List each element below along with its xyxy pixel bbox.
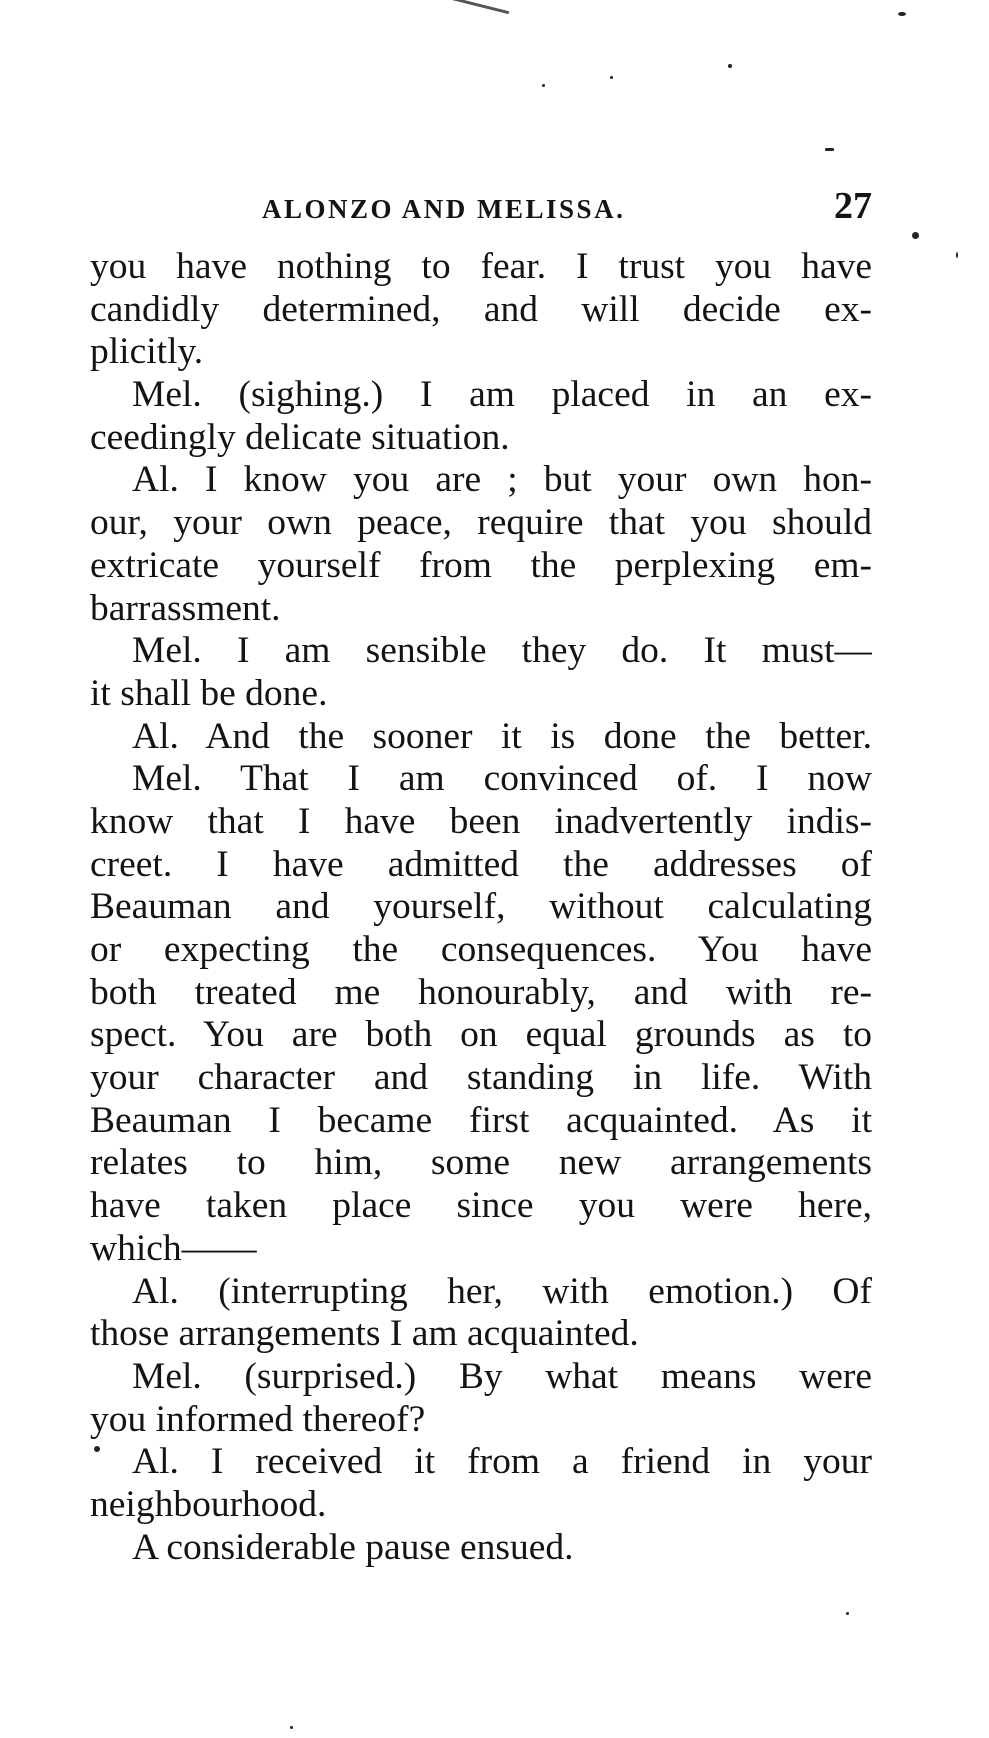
text-line: Beauman I became first acquainted. As it [90,1099,872,1141]
text-line: both treated me honourably, and with re- [90,971,872,1013]
scan-speck [846,1612,849,1615]
running-title: ALONZO AND MELISSA. [262,194,626,224]
body-text [90,246,872,1569]
scan-speck [825,148,834,151]
page-number: 27 [834,185,872,227]
text-line: Mel. (surprised.) By what means were [132,1355,872,1397]
text-line: you informed thereof? [90,1398,426,1440]
text-line: it shall be done. [90,672,328,714]
scan-speck [542,84,545,87]
text-line: extricate yourself from the perplexing em- [90,544,872,586]
text-line: plicitly. [90,331,204,373]
text-line: neighbourhood. [90,1483,327,1525]
text-line: A considerable pause ensued. [132,1526,574,1568]
text-line: candidly determined, and will decide ex- [90,288,872,330]
text-line: which—— [90,1227,257,1269]
text-line: our, your own peace, require that you should [90,502,872,544]
scan-speck [898,12,906,16]
text-line: Beauman and yourself, without calculating [90,886,872,928]
text-line: spect. You are both on equal grounds as to [90,1014,872,1056]
text-line: Al. I know you are ; but your own hon- [132,459,872,501]
text-line: Al. And the sooner it is done the better. [132,715,872,757]
text-line: Mel. I am sensible they do. It must— [132,630,872,672]
text-line: your character and standing in life. With [90,1057,872,1099]
text-line: Al. I received it from a friend in your [132,1441,872,1483]
text-line: Al. (interrupting her, with emotion.) Of [132,1270,872,1312]
text-line: those arrangements I am acquainted. [90,1313,639,1355]
scan-speck [290,1726,293,1729]
scan-speck [956,252,958,258]
scan-speck [610,76,613,79]
text-line: know that I have been inadvertently indis- [90,800,872,842]
text-line: Mel. That I am convinced of. I now [132,758,872,800]
text-line: barrassment. [90,587,281,629]
text-line: relates to him, some new arrangements [90,1142,872,1184]
text-line: ceedingly delicate situation. [90,416,510,458]
text-line: or expecting the consequences. You have [90,929,872,970]
scan-speck [94,1446,100,1452]
text-line: Mel. (sighing.) I am placed in an ex- [132,374,872,416]
scan-speck [912,232,919,239]
page-header [90,184,872,234]
text-line: creet. I have admitted the addresses of [90,843,872,885]
text-line: you have nothing to fear. I trust you have [90,246,872,287]
scan-speck [451,0,510,14]
scan-speck [728,64,732,68]
text-line: have taken place since you were here, [90,1185,872,1227]
